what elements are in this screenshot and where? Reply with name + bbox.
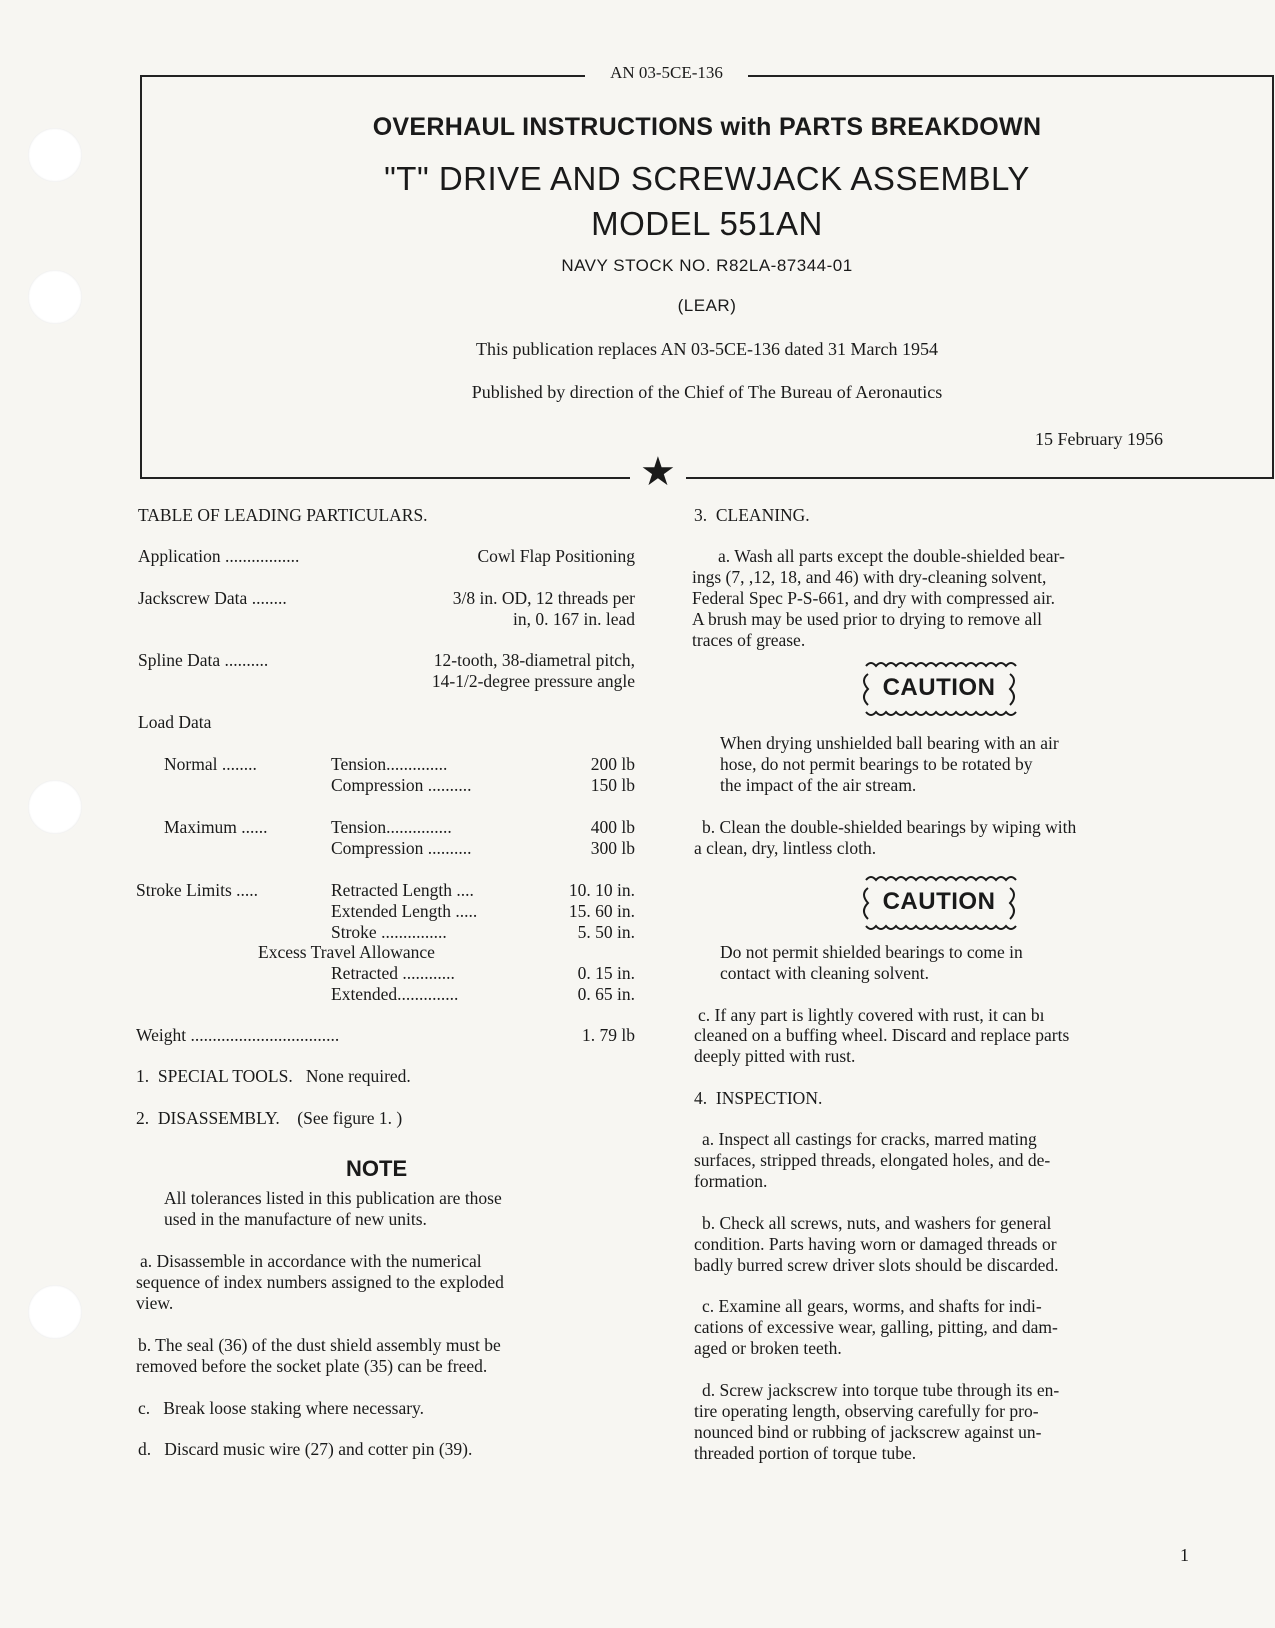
cleaning-heading: 3. CLEANING. — [694, 505, 810, 525]
cleaning-a-line-2: ings (7, ,12, 18, and 46) with dry-cleaning solvent, — [692, 567, 1047, 587]
caution-badge-2 — [858, 874, 1020, 932]
publication-date: 15 February 1956 — [1035, 429, 1163, 449]
caution-label-2: CAUTION — [882, 888, 996, 915]
inspection-d-line-2: tire operating length, observing carefully for pro- — [694, 1401, 1039, 1421]
publication-number: AN 03-5CE-136 — [610, 63, 723, 82]
cleaning-c-line-2: cleaned on a buffing wheel. Discard and replace parts — [694, 1025, 1070, 1045]
caution-badge-1 — [858, 660, 1020, 718]
cleaning-a-line-4: A brush may be used prior to drying to remove all — [692, 609, 1042, 629]
jackscrew-value-1: 3/8 in. OD, 12 threads per — [452, 588, 635, 608]
stroke-limits-label: Stroke Limits ..... — [136, 880, 259, 900]
special-tools: 1. SPECIAL TOOLS. None required. — [136, 1066, 411, 1086]
inspection-b-line-3: badly burred screw driver slots should be discarded. — [694, 1255, 1059, 1275]
spline-value-1: 12-tooth, 38-diametral pitch, — [433, 650, 635, 670]
excess-extended-label: Extended.............. — [331, 984, 459, 1004]
caution-2-line-1: Do not permit shielded bearings to come in — [720, 942, 1023, 962]
normal-compression-label: Compression .......... — [331, 775, 472, 795]
disassembly-d: d. Discard music wire (27) and cotter pin (39). — [138, 1439, 473, 1459]
normal-tension-label: Tension.............. — [331, 754, 448, 774]
note-line-1: All tolerances listed in this publication are those — [164, 1188, 502, 1208]
inspection-c-line-3: aged or broken teeth. — [694, 1338, 842, 1358]
caution-2-line-2: contact with cleaning solvent. — [720, 963, 929, 983]
punch-hole-top — [28, 128, 82, 182]
maximum-compression-value: 300 lb — [590, 838, 635, 858]
cleaning-a-line-3: Federal Spec P-S-661, and dry with compressed air. — [692, 588, 1056, 608]
disassembly-a-line-2: sequence of index numbers assigned to the exploded — [136, 1272, 504, 1292]
maximum-label: Maximum ...... — [164, 817, 268, 837]
disassembly-b-line-2: removed before the socket plate (35) can be freed. — [136, 1356, 488, 1376]
cleaning-c-line-3: deeply pitted with rust. — [694, 1046, 856, 1066]
cleaning-c-line-1: c. If any part is lightly covered with rust, it can bı — [698, 1005, 1045, 1025]
punch-hole-upper — [28, 270, 82, 324]
extended-length-value: 15. 60 in. — [568, 901, 635, 921]
inspection-a-line-1: a. Inspect all castings for cracks, marred mating — [702, 1129, 1037, 1149]
table-title: TABLE OF LEADING PARTICULARS. — [138, 505, 428, 525]
punch-hole-lower — [28, 1285, 82, 1339]
title-model: MODEL 551AN — [591, 205, 823, 242]
load-data-label: Load Data — [138, 712, 212, 732]
punch-hole-middle — [28, 780, 82, 834]
retracted-length-label: Retracted Length .... — [331, 880, 474, 900]
header-frame-top-left — [140, 75, 585, 77]
page-number: 1 — [1180, 1545, 1189, 1565]
retracted-length-value: 10. 10 in. — [568, 880, 635, 900]
cleaning-b-line-2: a clean, dry, lintless cloth. — [694, 838, 877, 858]
cleaning-a-line-1: a. Wash all parts except the double-shielded bear- — [718, 546, 1065, 566]
normal-label: Normal ........ — [164, 754, 257, 774]
spline-value-2: 14-1/2-degree pressure angle — [431, 671, 635, 691]
inspection-c-line-1: c. Examine all gears, worms, and shafts for indi- — [702, 1296, 1042, 1316]
inspection-d-line-3: nounced bind or rubbing of jackscrew against un- — [694, 1422, 1042, 1442]
normal-tension-value: 200 lb — [590, 754, 635, 774]
note-heading: NOTE — [346, 1156, 408, 1181]
caution-1-line-1: When drying unshielded ball bearing with an air — [720, 733, 1059, 753]
title-overhaul: OVERHAUL INSTRUCTIONS with PARTS BREAKDOWN — [372, 113, 1042, 141]
note-line-2: used in the manufacture of new units. — [164, 1209, 427, 1229]
excess-retracted-value: 0. 15 in. — [577, 963, 635, 983]
disassembly-heading: 2. DISASSEMBLY. (See figure 1. ) — [136, 1108, 403, 1128]
star-icon: ★ — [640, 449, 676, 494]
inspection-b-line-2: condition. Parts having worn or damaged threads or — [694, 1234, 1057, 1254]
inspection-d-line-1: d. Screw jackscrew into torque tube through its en- — [702, 1380, 1060, 1400]
maximum-tension-label: Tension............... — [331, 817, 452, 837]
inspection-d-line-4: threaded portion of torque tube. — [694, 1443, 917, 1463]
replaces-note: This publication replaces AN 03-5CE-136 dated 31 March 1954 — [476, 339, 938, 359]
spline-label: Spline Data .......... — [138, 650, 269, 670]
weight-value: 1. 79 lb — [582, 1025, 635, 1045]
inspection-b-line-1: b. Check all screws, nuts, and washers for general — [702, 1213, 1052, 1233]
excess-retracted-label: Retracted ............ — [331, 963, 455, 983]
jackscrew-label: Jackscrew Data ........ — [138, 588, 287, 608]
inspection-a-line-3: formation. — [694, 1171, 768, 1191]
header-frame-top-right — [748, 75, 1272, 77]
excess-extended-value: 0. 65 in. — [577, 984, 635, 1004]
title-assembly: "T" DRIVE AND SCREWJACK ASSEMBLY — [384, 160, 1030, 197]
extended-length-label: Extended Length ..... — [331, 901, 478, 921]
inspection-heading: 4. INSPECTION. — [694, 1088, 823, 1108]
cleaning-a-line-5: traces of grease. — [692, 630, 806, 650]
disassembly-a-line-1: a. Disassemble in accordance with the numerical — [140, 1251, 482, 1271]
caution-label-1: CAUTION — [882, 674, 996, 701]
caution-1-line-2: hose, do not permit bearings to be rotated by — [720, 754, 1033, 774]
jackscrew-value-2: in, 0. 167 in. lead — [513, 609, 635, 629]
application-label: Application ................. — [138, 546, 300, 566]
weight-label: Weight .................................. — [136, 1025, 340, 1045]
stroke-label: Stroke ............... — [331, 922, 447, 942]
manufacturer: (LEAR) — [677, 296, 737, 315]
inspection-c-line-2: cations of excessive wear, galling, pitting, and dam- — [694, 1317, 1058, 1337]
published-by: Published by direction of the Chief of The Bureau of Aeronautics — [471, 382, 943, 402]
application-value: Cowl Flap Positioning — [477, 546, 635, 566]
maximum-tension-value: 400 lb — [590, 817, 635, 837]
caution-1-line-3: the impact of the air stream. — [720, 775, 917, 795]
cleaning-b-line-1: b. Clean the double-shielded bearings by wiping with — [702, 817, 1077, 837]
disassembly-c: c. Break loose staking where necessary. — [138, 1398, 425, 1418]
normal-compression-value: 150 lb — [590, 775, 635, 795]
maximum-compression-label: Compression .......... — [331, 838, 472, 858]
disassembly-b-line-1: b. The seal (36) of the dust shield assembly must be — [138, 1335, 501, 1355]
excess-travel-label: Excess Travel Allowance — [258, 942, 435, 962]
stroke-value: 5. 50 in. — [577, 922, 635, 942]
stock-number: NAVY STOCK NO. R82LA-87344-01 — [561, 256, 853, 275]
disassembly-a-line-3: view. — [136, 1293, 174, 1313]
inspection-a-line-2: surfaces, stripped threads, elongated holes, and de- — [694, 1150, 1051, 1170]
